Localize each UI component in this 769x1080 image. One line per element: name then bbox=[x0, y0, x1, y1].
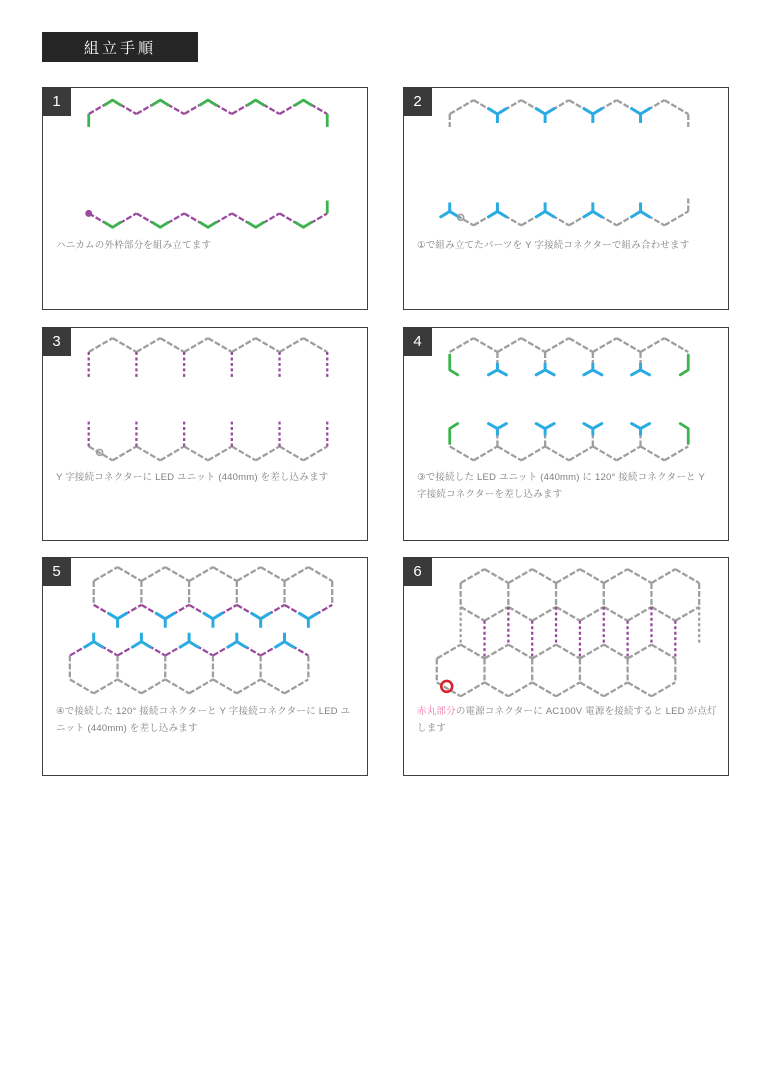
step-panel-5 bbox=[42, 557, 368, 776]
step-number-badge: 1 bbox=[42, 87, 71, 116]
step-panel-6 bbox=[403, 557, 729, 776]
step-5-diagram bbox=[43, 558, 367, 775]
step-4-diagram bbox=[404, 328, 728, 540]
step-number-badge: 2 bbox=[403, 87, 432, 116]
step-caption: ③で接続した LED ユニット (440mm) に 120° 接続コネクターと Y 字接続コネクターを差し込みます bbox=[417, 472, 705, 500]
step-panel-4 bbox=[403, 327, 729, 541]
step-caption: ハニカムの外枠部分を組み立てます bbox=[56, 240, 212, 251]
step-1-diagram bbox=[43, 88, 367, 309]
step-number-badge: 3 bbox=[42, 327, 71, 356]
step-panel-3 bbox=[42, 327, 368, 541]
step-2-diagram bbox=[404, 88, 728, 309]
step-caption: 赤丸部分の電源コネクターに AC100V 電源を接続すると LED が点灯します bbox=[417, 706, 717, 734]
step-caption: ①で組み立てたパーツを Y 字接続コネクターで組み合わせます bbox=[417, 240, 690, 251]
step-panel-2 bbox=[403, 87, 729, 310]
page-title: 組立手順 bbox=[42, 32, 198, 62]
step-6-diagram bbox=[404, 558, 728, 775]
step-3-diagram bbox=[43, 328, 367, 540]
step-caption: Y 字接続コネクターに LED ユニット (440mm) を差し込みます bbox=[56, 472, 329, 483]
step-number-badge: 6 bbox=[403, 557, 432, 586]
step-caption: ④で接続した 120° 接続コネクターと Y 字接続コネクターに LED ユニット (440mm) を差し込みます bbox=[56, 706, 351, 734]
step-panel-1 bbox=[42, 87, 368, 310]
step-number-badge: 4 bbox=[403, 327, 432, 356]
step-number-badge: 5 bbox=[42, 557, 71, 586]
